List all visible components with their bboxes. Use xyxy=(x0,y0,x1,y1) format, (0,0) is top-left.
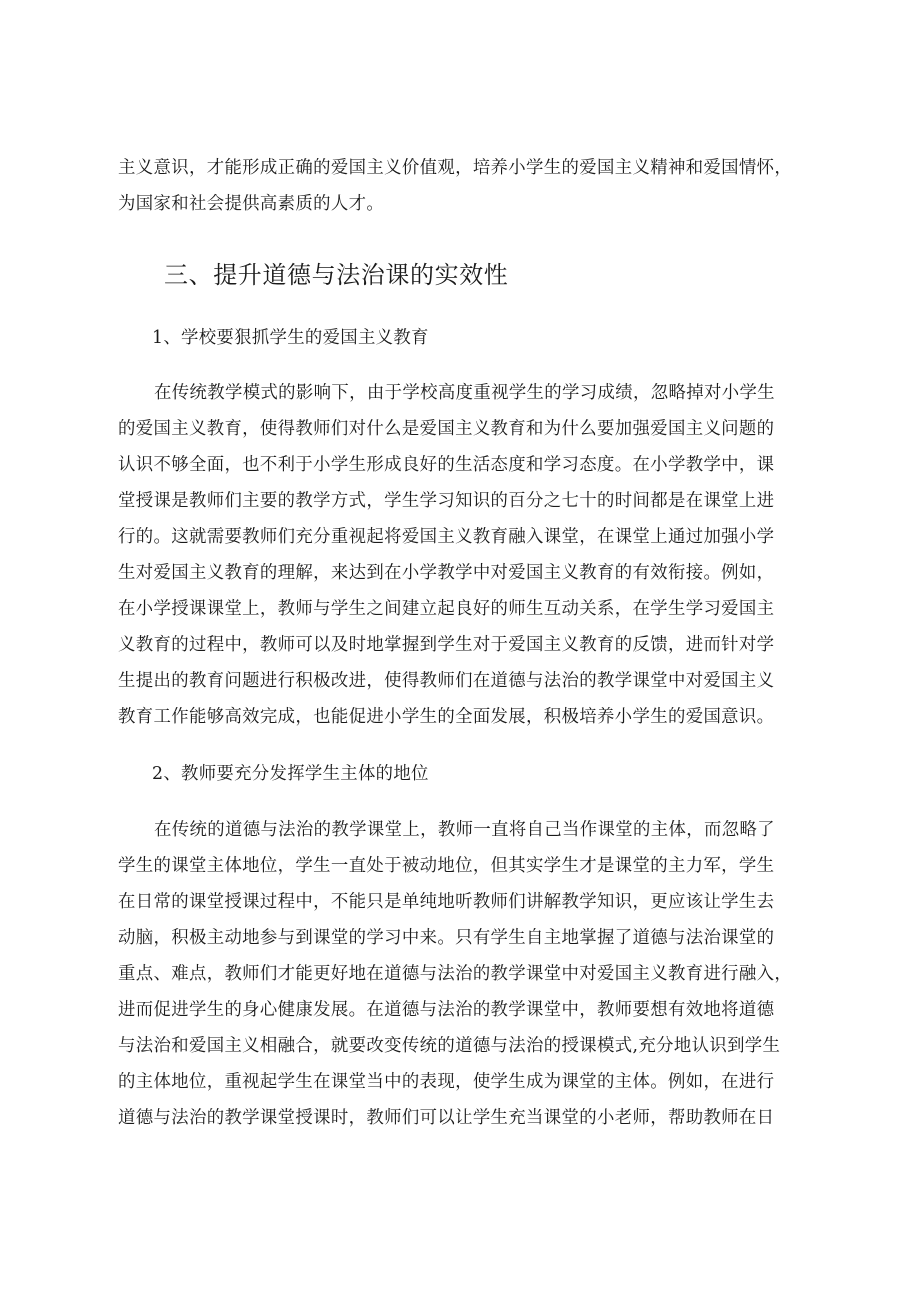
paragraph-line: 重点、难点，教师们才能更好地在道德与法治的教学课堂中对爱国主义教育进行融入， xyxy=(118,964,793,984)
paragraph-line: 在传统教学模式的影响下，由于学校高度重视学生的学习成绩，忽略掉对小学生 xyxy=(154,383,775,403)
intro-line: 为国家和社会提供高素质的人才。 xyxy=(118,194,385,214)
paragraph-line: 教育工作能够高效完成，也能促进小学生的全面发展，积极培养小学生的爱国意识。 xyxy=(118,707,775,727)
paragraph-line: 与法治和爱国主义相融合，就要改变传统的道德与法治的授课模式,充分地认识到学生 xyxy=(118,1036,781,1056)
subsection-heading-2: 2、教师要充分发挥学生主体的地位 xyxy=(152,764,429,784)
intro-line: 主义意识，才能形成正确的爱国主义价值观，培养小学生的爱国主义精神和爱国情怀， xyxy=(118,158,793,178)
paragraph-line: 堂授课是教师们主要的教学方式，学生学习知识的百分之七十的时间都是在课堂上进 xyxy=(118,491,775,511)
paragraph-line: 在日常的课堂授课过程中，不能只是单纯地听教师们讲解教学知识，更应该让学生去 xyxy=(118,892,775,912)
paragraph-line: 动脑，积极主动地参与到课堂的学习中来。只有学生自主地掌握了道德与法治课堂的 xyxy=(118,928,775,948)
paragraph-line: 进而促进学生的身心健康发展。在道德与法治的教学课堂中，教师要想有效地将道德 xyxy=(118,1000,775,1020)
paragraph-line: 道德与法治的教学课堂授课时，教师们可以让学生充当课堂的小老师，帮助教师在日 xyxy=(118,1108,775,1128)
paragraph-line: 行的。这就需要教师们充分重视起将爱国主义教育融入课堂，在课堂上通过加强小学 xyxy=(118,527,775,547)
paragraph-line: 义教育的过程中，教师可以及时地掌握到学生对于爱国主义教育的反馈，进而针对学 xyxy=(118,635,775,655)
section-heading: 三、提升道德与法治课的实效性 xyxy=(164,261,509,289)
paragraph-line: 生对爱国主义教育的理解，来达到在小学教学中对爱国主义教育的有效衔接。例如， xyxy=(118,563,775,583)
paragraph-line: 在传统的道德与法治的教学课堂上，教师一直将自己当作课堂的主体，而忽略了 xyxy=(154,820,775,840)
paragraph-line: 在小学授课课堂上，教师与学生之间建立起良好的师生互动关系，在学生学习爱国主 xyxy=(118,599,775,619)
subsection-heading-1: 1、学校要狠抓学生的爱国主义教育 xyxy=(152,328,429,348)
paragraph-line: 的爱国主义教育，使得教师们对什么是爱国主义教育和为什么要加强爱国主义问题的 xyxy=(118,419,775,439)
paragraph-line: 的主体地位，重视起学生在课堂当中的表现，使学生成为课堂的主体。例如，在进行 xyxy=(118,1072,775,1092)
paragraph-line: 学生的课堂主体地位，学生一直处于被动地位，但其实学生才是课堂的主力军，学生 xyxy=(118,856,775,876)
paragraph-line: 认识不够全面，也不利于小学生形成良好的生活态度和学习态度。在小学教学中，课 xyxy=(118,455,775,475)
paragraph-line: 生提出的教育问题进行积极改进，使得教师们在道德与法治的教学课堂中对爱国主义 xyxy=(118,671,775,691)
